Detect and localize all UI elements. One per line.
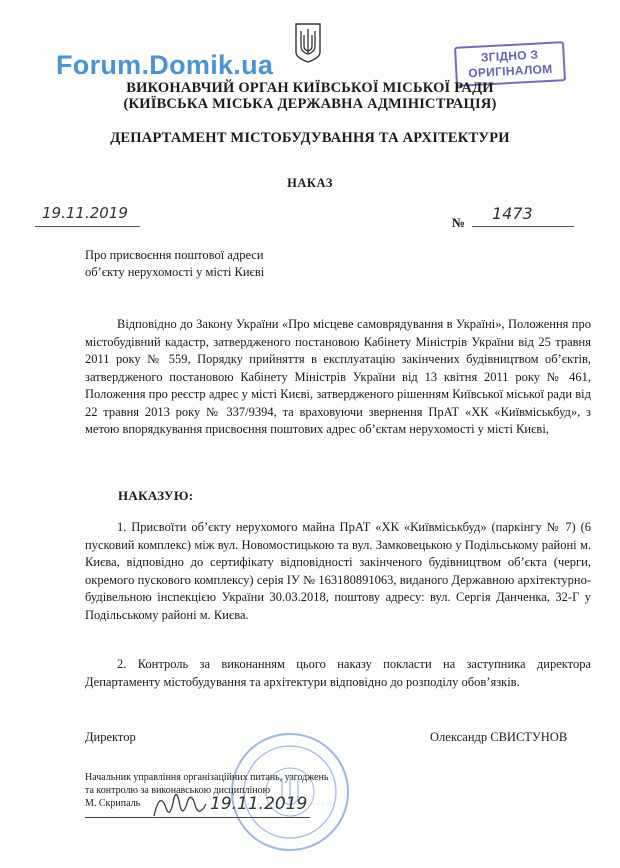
order-heading: НАКАЗУЮ: bbox=[118, 488, 194, 503]
preamble-paragraph: Відповідно до Закону України «Про місцеве самоврядування в Україні», Положення про містобудівний кадастр, затвердженого постановою Кабінету Міністрів України від 25 травня 2011 року № 559, Порядку прийняття в експлуатацію закінчених будівництвом об’єктів, затвердженого постановою Кабінету Міністрів України від 13 квітня 2011 року № 461, Положення про реєстр адрес у місті Києві, затвердженого рішенням Київської міської ради від 22 травня 2013 року № 337/9394, та враховуючи звернення ПрАТ «ХК «Київміськбуд», з метою впорядкування присвоєння поштових адрес об’єктам нерухомості у місті Києві, bbox=[85, 317, 591, 436]
trident-emblem-icon bbox=[293, 22, 323, 64]
date-underline bbox=[35, 226, 140, 227]
signatory-title: Директор bbox=[85, 730, 136, 744]
stamp-line-1: ЗГІДНО З bbox=[480, 47, 539, 65]
approval-signature-line bbox=[85, 817, 310, 818]
watermark-text: Forum.Domik.ua bbox=[56, 50, 274, 80]
approval-line-3: М. Скрипаль bbox=[85, 798, 141, 809]
subject-line-1: Про присвоєння поштової адреси bbox=[85, 248, 264, 262]
subject-line-2: об’єкту нерухомості у місті Києві bbox=[85, 265, 265, 279]
handwritten-signature-icon bbox=[150, 786, 210, 824]
stamp-line-2: ОРИГІНАЛОМ bbox=[467, 61, 553, 81]
order-number: 1473 bbox=[492, 204, 533, 223]
number-underline bbox=[472, 226, 574, 227]
approval-line-1: Начальник управління організаційних питань, узгоджень bbox=[85, 772, 329, 783]
order-item-1: 1. Присвоїти об’єкту нерухомого майна ПрАТ «ХК «Київміськбуд» (паркінгу № 7) (6 пусковий комплекс) між вул. Новомостицькою та вул. Замковецькою у Подільському районі м. Києва, відповідно до сертифікату відповідності закінченого будівництвом об’єкта (черги, окремого пускового комплексу) серія ІУ № 163180891063, виданого Державною архітектурно-будівельною інспекцією України 30.03.2018, поштову адресу: вул. Сергія Данченка, 32-Г у Подільському районі м. Києва. bbox=[85, 520, 591, 622]
header-department: ДЕПАРТАМЕНТ МІСТОБУДУВАННЯ ТА АРХІТЕКТУРИ bbox=[110, 130, 510, 146]
approval-handwritten-date: 19.11.2019 bbox=[210, 794, 308, 814]
header-organization: ВИКОНАВЧИЙ ОРГАН КИЇВСЬКОЇ МІСЬКОЇ РАДИ bbox=[126, 80, 494, 96]
document-type: НАКАЗ bbox=[287, 176, 333, 190]
header-administration: (КИЇВСЬКА МІСЬКА ДЕРЖАВНА АДМІНІСТРАЦІЯ) bbox=[123, 96, 497, 112]
signatory-name: Олександр СВИСТУНОВ bbox=[430, 730, 568, 744]
approval-line-2: та контролю за виконавською дисципліною bbox=[85, 785, 271, 796]
order-date: 19.11.2019 bbox=[42, 204, 128, 222]
order-number-label: № bbox=[452, 215, 466, 230]
order-item-2: 2. Контроль за виконанням цього наказу покласти на заступника директора Департаменту містобудування та архітектури відповідно до розподілу обов’язків. bbox=[85, 657, 591, 689]
